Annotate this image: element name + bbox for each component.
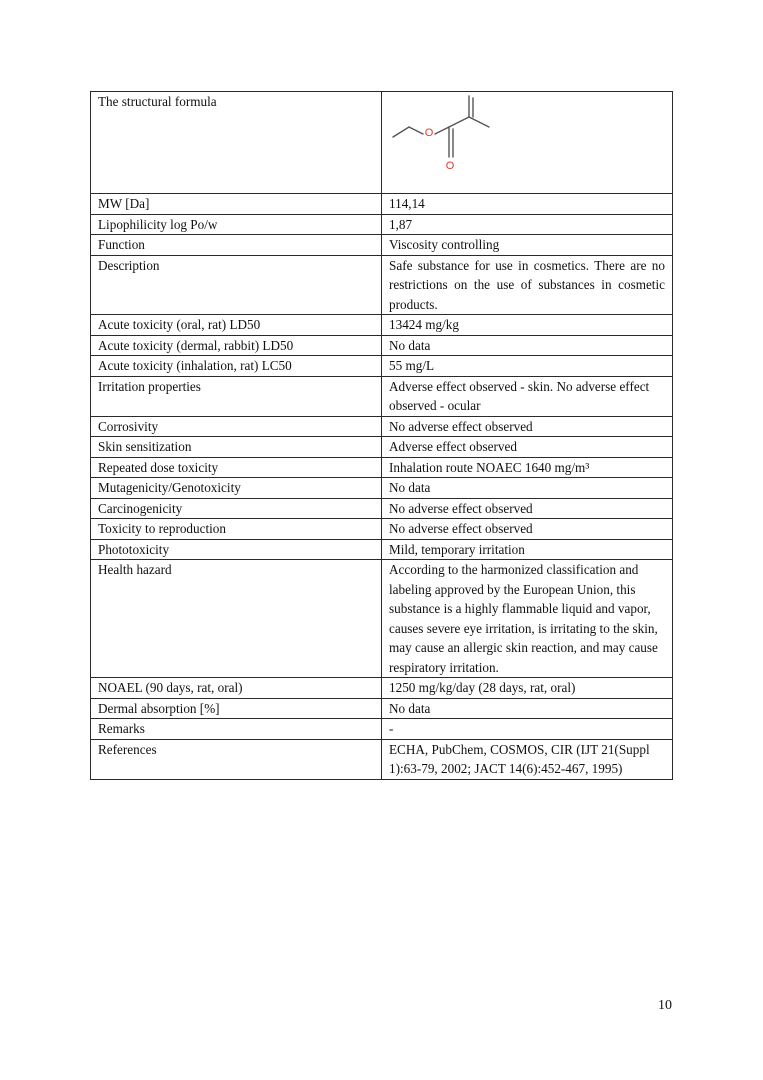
- row-label: MW [Da]: [91, 194, 382, 215]
- table-row: [91, 356, 673, 377]
- row-label: Dermal absorption [%]: [91, 698, 382, 719]
- row-label: Mutagenicity/Genotoxicity: [91, 478, 382, 499]
- row-label: Skin sensitization: [91, 437, 382, 458]
- carbonyl-oxygen-label: O: [445, 160, 455, 172]
- table-row: [91, 519, 673, 540]
- row-value: ECHA, PubChem, COSMOS, CIR (IJT 21(Suppl 1):63-79, 2002; JACT 14(6):452-467, 1995): [382, 739, 673, 779]
- bond: [469, 117, 489, 127]
- row-label: Acute toxicity (oral, rat) LD50: [91, 315, 382, 336]
- row-value: No adverse effect observed: [382, 416, 673, 437]
- row-label: Carcinogenicity: [91, 498, 382, 519]
- page-number: 10: [658, 998, 672, 1013]
- row-value: Adverse effect observed - skin. No adverse effect observed - ocular: [382, 376, 673, 416]
- table-row: [91, 214, 673, 235]
- table-row: [91, 437, 673, 458]
- row-label: Acute toxicity (dermal, rabbit) LD50: [91, 335, 382, 356]
- table-row: [91, 335, 673, 356]
- row-value: According to the harmonized classification and labeling approved by the European Union, this substance is a highly flammable liquid and vapor, causes severe eye irritation, is irritating to the skin, may cause an allergic skin reaction, and may cause respiratory irritation.: [382, 560, 673, 678]
- properties-table: [90, 91, 673, 780]
- table-row: [91, 457, 673, 478]
- row-value: 1,87: [382, 214, 673, 235]
- bond: [409, 127, 423, 134]
- row-value: Mild, temporary irritation: [382, 539, 673, 560]
- table-row: [91, 235, 673, 256]
- row-value: 13424 mg/kg: [382, 315, 673, 336]
- row-value: No data: [382, 698, 673, 719]
- table-row: [91, 194, 673, 215]
- table-row: [91, 315, 673, 336]
- row-label: Toxicity to reproduction: [91, 519, 382, 540]
- row-label: Health hazard: [91, 560, 382, 678]
- row-label: Irritation properties: [91, 376, 382, 416]
- row-label: Acute toxicity (inhalation, rat) LC50: [91, 356, 382, 377]
- row-value: 1250 mg/kg/day (28 days, rat, oral): [382, 678, 673, 699]
- row-label: References: [91, 739, 382, 779]
- row-value: No data: [382, 335, 673, 356]
- table-row: [91, 376, 673, 416]
- table-row: [91, 698, 673, 719]
- row-value: Viscosity controlling: [382, 235, 673, 256]
- row-value: -: [382, 719, 673, 740]
- table-row: [91, 539, 673, 560]
- bond: [393, 127, 409, 137]
- table-row: [91, 560, 673, 678]
- table-row: [91, 498, 673, 519]
- table-row: [91, 255, 673, 315]
- row-label: Phototoxicity: [91, 539, 382, 560]
- row-label: Description: [91, 255, 382, 315]
- row-value: Adverse effect observed: [382, 437, 673, 458]
- row-label: Repeated dose toxicity: [91, 457, 382, 478]
- row-value: 55 mg/L: [382, 356, 673, 377]
- table-row: [91, 678, 673, 699]
- table-row: [91, 739, 673, 779]
- structural-formula-image: [389, 94, 509, 176]
- row-label: Function: [91, 235, 382, 256]
- row-label: NOAEL (90 days, rat, oral): [91, 678, 382, 699]
- row-label: Remarks: [91, 719, 382, 740]
- row-label: Corrosivity: [91, 416, 382, 437]
- ester-oxygen-label: O: [424, 127, 434, 139]
- row-value: No adverse effect observed: [382, 498, 673, 519]
- row-value: No adverse effect observed: [382, 519, 673, 540]
- table-row: [91, 719, 673, 740]
- row-value: 114,14: [382, 194, 673, 215]
- row-label: The structural formula: [91, 92, 382, 194]
- table-row-structural-formula: [91, 92, 673, 194]
- table-row: [91, 478, 673, 499]
- table-row: [91, 416, 673, 437]
- row-value: Safe substance for use in cosmetics. There are no restrictions on the use of substances in cosmetic products.: [382, 255, 673, 315]
- structural-formula-cell: [382, 92, 673, 194]
- bond: [435, 127, 449, 134]
- row-label: Lipophilicity log Po/w: [91, 214, 382, 235]
- row-value: Inhalation route NOAEC 1640 mg/m³: [382, 457, 673, 478]
- row-value: No data: [382, 478, 673, 499]
- bond: [449, 117, 469, 127]
